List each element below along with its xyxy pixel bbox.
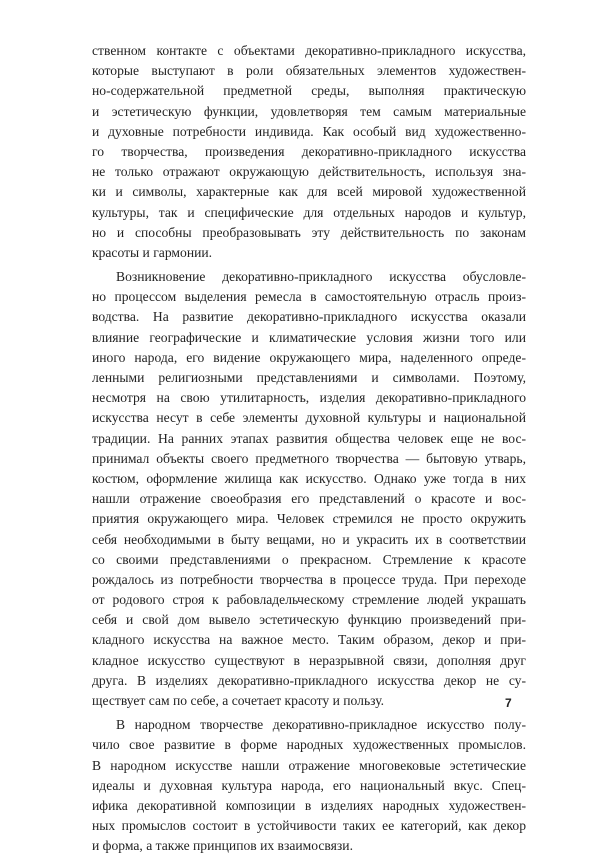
text-line: но процессом выделения ремесла в самостоятельную отрасль произ- [92, 289, 526, 305]
text-line: ственном контакте с объектами декоративно-прикладного искусства, [92, 43, 526, 58]
text-line: несмотря на свою утилитарность, изделия декоративно-прикладного [92, 390, 526, 406]
text-line: ществует сам по себе, а сочетает красоту и пользу. [92, 693, 385, 708]
text-line: себя необходимыми в быту вещами, но и украсить их в соответствии [92, 531, 526, 547]
text-line: друга. В изделиях декоративно-прикладного искусства декор не су- [92, 672, 526, 688]
text-line: В народном творчестве декоративно-прикладное искусство полу- [116, 717, 526, 733]
text-line: ных промыслов состоит в устойчивости таких ее категорий, как декор [92, 818, 526, 834]
text-line: кладного искусства на важное место. Таким образом, декор и при- [92, 632, 526, 648]
text-line: влияние географические и климатические условия жизни того или [92, 329, 526, 345]
text-line: себя и свой дом вывело эстетическую функцию произведений при- [92, 612, 526, 628]
text-line: красоты и гармонии. [92, 244, 213, 260]
text-line: и духовные потребности индивида. Как особый вид художественно- [92, 123, 526, 139]
text-line: но и способны преобразовывать эту действительность по законам [92, 224, 526, 240]
text-line: культуры, так и специфические для отдельных народов и культур, [92, 204, 526, 220]
text-line: не только отражают окружающую действительность, используя зна- [92, 164, 526, 180]
text-line: В народном искусстве нашли отражение многовековые эстетические [92, 757, 526, 773]
text-line: и эстетическую функции, удовлетворяя тем самым материальные [92, 103, 526, 119]
text-line: принимал объекты своего предметного творчества — бытовую утварь, [92, 450, 526, 466]
text-line: нашли отражение своеобразия его представлений о красоте и вос- [92, 491, 526, 507]
paragraph-2 [92, 267, 526, 711]
text-line: Возникновение декоративно-прикладного искусства обусловле- [116, 269, 526, 285]
text-line: рождалось из потребности творчества в процессе труда. При переходе [92, 571, 526, 587]
paragraph-1 [92, 41, 526, 263]
text-line: иного народа, его видение окружающего мира, наделенного опреде- [92, 349, 526, 365]
text-line: которые выступают в роли обязательных элементов художествен- [92, 63, 526, 79]
text-line: ифика декоративной композиции в изделиях народных художествен- [92, 797, 526, 813]
text-line: идеалы и духовная культура народа, его национальный вкус. Спец- [92, 777, 526, 793]
body-text [92, 41, 526, 857]
text-line: и форма, а также принципов их взаимосвязи. [92, 838, 353, 854]
text-line: водства. На развитие декоративно-прикладного искусства оказали [92, 309, 526, 325]
text-line: го творчества, произведения декоративно-прикладного искусства [92, 143, 526, 159]
text-line: кладное искусство существуют в неразрывной связи, дополняя друг [92, 652, 526, 668]
text-line: традиции. На ранних этапах развития общества человек еще не вос- [92, 430, 526, 446]
page-number: 7 [505, 696, 512, 710]
text-line: но-содержательной предметной среды, выполняя практическую [92, 83, 526, 99]
text-line: ленными религиозными представлениями и символами. Поэтому, [92, 370, 526, 385]
text-line: со своими представлениями о прекрасном. Стремление к красоте [92, 551, 526, 567]
text-line: костюм, оформление жилища как искусство. Однако уже тогда в них [92, 470, 526, 486]
text-line: искусства несут в себе элементы духовной культуры и национальной [92, 410, 526, 426]
text-line: приятия окружающего мира. Человек стремился не просто окружить [92, 511, 526, 527]
text-line: от родового строя к рабовладельческому стремление людей украшать [92, 592, 526, 608]
paragraph-3 [92, 715, 526, 856]
text-line: ки и символы, характерные как для всей мировой художественной [92, 184, 526, 200]
text-line: чило свое развитие в форме народных художественных промыслов. [92, 737, 526, 753]
